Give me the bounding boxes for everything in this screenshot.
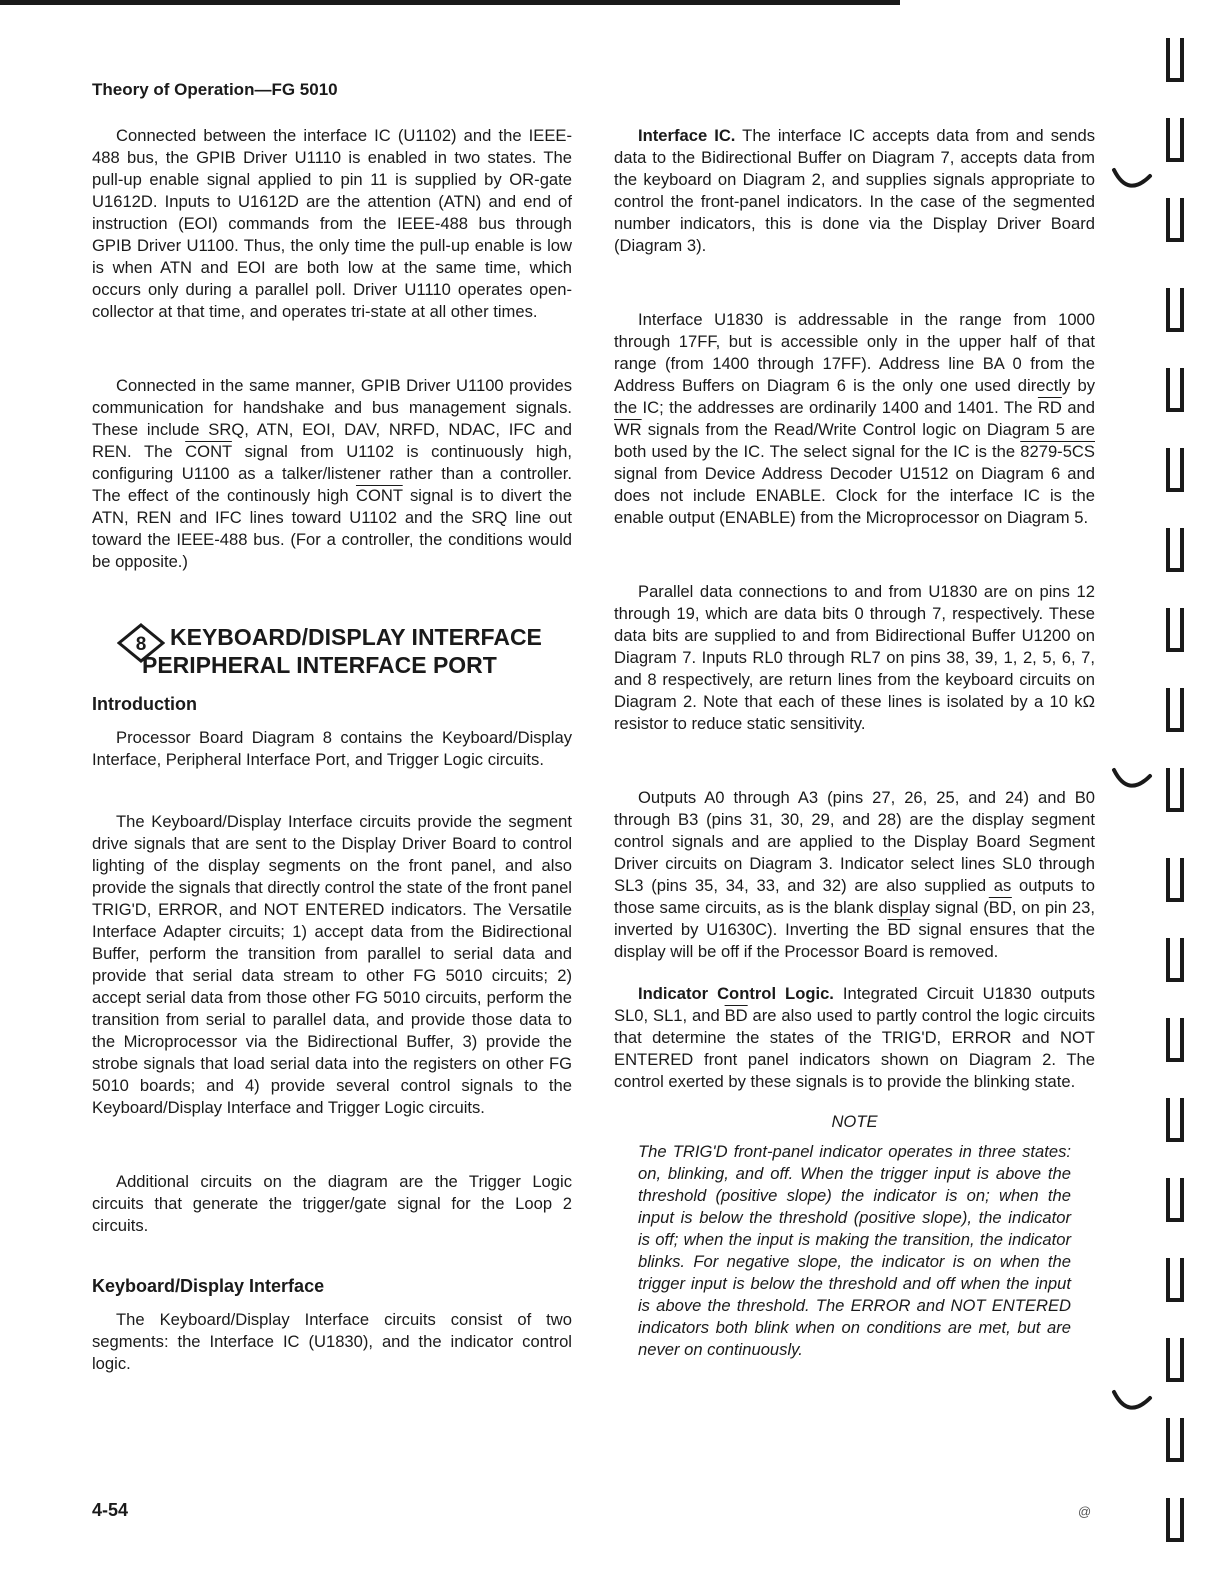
binder-bracket-mark	[1168, 610, 1182, 650]
page-number: 4-54	[92, 1500, 129, 1520]
signal-bd-overbar: $\overline{BD}$	[988, 898, 1012, 917]
binder-bracket-mark	[1168, 690, 1182, 730]
binder-bracket-mark	[1168, 290, 1182, 330]
binder-bracket-mark	[1168, 40, 1182, 80]
paragraph-two-segments: The Keyboard/Display Interface circuits consist of two segments: the Interface IC (U1830), and the indicator control logic.	[92, 1310, 572, 1373]
paragraph-gpib-driver-u1110: Connected between the interface IC (U1102) and the IEEE-488 bus, the GPIB Driver U1110 is enabled in two states. The pull-up enable signal applied to pin 11 is supplied by OR-gate U1612D. Inputs to U1612D are the attention (ATN) and end of instruction (EOI) commands from the IEEE-488 bus through GPIB Driver U1100. Thus, the only time the pull-up enable is low is when ATN and EOI are both low at the same time, which occurs only during a parallel poll. Driver U1110 operates open-collector at that time, and operates tri-state at all other times.	[92, 126, 572, 321]
binder-bracket-mark	[1168, 1260, 1182, 1300]
signal-8279-5cs-overbar: 8279-5CS	[1020, 442, 1095, 461]
section-title-line2: PERIPHERAL INTERFACE PORT	[142, 652, 497, 678]
signal-wr-overbar: $\overline{WR}$	[614, 420, 642, 439]
lead-in-interface-ic: Interface IC.	[638, 126, 736, 145]
binder-bracket-mark	[1168, 1020, 1182, 1060]
text-run: signal ensures that the display will be off if the Processor Board is removed.	[614, 920, 1096, 961]
binder-bracket-mark	[1168, 1180, 1182, 1220]
binder-bracket-mark	[1168, 450, 1182, 490]
signal-bd-overbar: $\overline{BD}$	[724, 1006, 748, 1025]
binder-bracket-mark	[1168, 530, 1182, 570]
binder-bracket-mark	[1168, 1500, 1182, 1540]
diagram-number-diamond-icon	[117, 623, 165, 663]
binder-bracket-mark	[1168, 1100, 1182, 1140]
paragraph-indicator-control-logic	[614, 983, 1095, 1093]
section-title-line1: KEYBOARD/DISPLAY INTERFACE	[170, 624, 542, 650]
text-run: The interface IC accepts data from and sends data to the Bidirectional Buffer on Diagram 7, accepts data from the keyboard on Diagram 2, and supplies signals appropriate to control the front-panel indicators. In the case of the segmented number indicators, this is done via the Display Driver Board (Diagram 3).	[614, 126, 1095, 255]
binder-bracket-mark	[1168, 860, 1182, 900]
top-rule	[0, 0, 900, 5]
paragraph-trigger-logic: Additional circuits on the diagram are the Trigger Logic circuits that generate the trigger/gate signal for the Loop 2 circuits.	[92, 1172, 572, 1235]
binder-bracket-mark	[1168, 940, 1182, 980]
paragraph-parallel-data-connections: Parallel data connections to and from U1830 are on pins 12 through 19, which are data bits 0 through 7, respectively. These data bits are supplied to and from Bidirectional Buffer U1200 on Diagram 7. Inputs RL0 through RL7 on pins 38, 39, 1, 2, 5, 6, 7, and 8 respectively, are return lines from the keyboard circuits on Diagram 2. Note that each of these lines is isolated by a 10 kΩ resistor to reduce static sensitivity.	[614, 582, 1095, 733]
subheading-keyboard-display-interface: Keyboard/Display Interface	[92, 1276, 325, 1296]
paragraph-interface-ic	[614, 125, 1095, 257]
binder-hole-curve	[1114, 1392, 1150, 1408]
text-run: Integrated Circuit U1830 outputs SL0, SL1, and	[614, 984, 1095, 1025]
note-body: The TRIG'D front-panel indicator operates in three states: on, blinking, and off. When the trigger input is above the threshold (positive slope) the indicator is on; when the input is below the threshold (positive slope), the indicator is off; when the input is making the transition, the indicator blinks. For negative slope, the indicator is on when the trigger input is below the threshold and off when the input is above the threshold. The ERROR and NOT ENTERED indicators both blink when on conditions are met, but are never on continuously.	[638, 1142, 1071, 1359]
paragraph-introduction: Processor Board Diagram 8 contains the Keyboard/Display Interface, Peripheral Interface Port, and Trigger Logic circuits.	[92, 728, 572, 769]
signal-bd-overbar: $\overline{BD}$	[887, 920, 911, 939]
running-head: Theory of Operation—FG 5010	[92, 80, 338, 99]
signal-cont-overbar: CONT	[185, 442, 232, 461]
right-column	[614, 125, 1095, 1361]
binder-bracket-mark	[1168, 1420, 1182, 1460]
text-run: Outputs A0 through A3 (pins 27, 26, 25, and 24) and B0 through B3 (pins 31, 30, 29, and 28) are the display segment control signals and are applied to the Display Board Segment Driver circuits on Diagram 3. Indicator select lines SL0 through SL3 (pins 35, 34, 33, and 32) are also supplied as outputs to those same circuits, as is the blank display signal (	[614, 788, 1095, 917]
text-run: signal from Device Address Decoder U1512 on Diagram 6 and does not include ENABLE. Clock for the interface IC is the enable output (ENABLE) from the Microprocessor on Diagram 5.	[614, 464, 1095, 527]
text-run: signals from the Read/Write Control logic on Diagram 5 are both used by the IC. The select signal for the IC is the	[614, 420, 1095, 461]
text-run: signal is to divert the ATN, REN and IFC lines toward U1102 and the SRQ line out toward the IEEE-488 bus. (For a controller, the conditions would be opposite.)	[92, 486, 572, 571]
binder-bracket-mark	[1168, 120, 1182, 160]
signal-cont-overbar: CONT	[355, 486, 403, 505]
footer-symbol: @	[1078, 1504, 1092, 1519]
subheading-introduction: Introduction	[92, 694, 197, 714]
binder-bracket-mark	[1168, 770, 1182, 810]
section-heading	[92, 623, 572, 679]
lead-in-indicator-control-logic: Indicator Control Logic.	[638, 984, 834, 1003]
paragraph-gpib-driver-u1100	[92, 375, 572, 573]
paragraph-display-segment-outputs	[614, 787, 1095, 963]
binder-bracket-mark	[1168, 370, 1182, 410]
diagram-number: 8	[135, 634, 147, 655]
binder-margin-marks	[1110, 0, 1213, 1574]
text-run: , on pin 23, inverted by U1630C). Inverting the	[614, 898, 1095, 939]
note-title: NOTE	[831, 1112, 878, 1131]
paragraph-keyboard-display-circuits: The Keyboard/Display Interface circuits provide the segment drive signals that are sent to the Display Driver Board to control lighting of the display segments on the front panel, and also provide the signals that directly control the state of the front panel TRIG'D, ERROR, and NOT ENTERED indicators. The Versatile Interface Adapter circuits; 1) accept data from the Bidirectional Buffer, perform the transition from parallel to serial data and provide that serial data stream to other FG 5010 circuits; 2) accept serial data from those other FG 5010 circuits, perform the transition from serial to parallel data, and provide those data to the Microprocessor via the Bidirectional Buffer, 3) provide the strobe signals that load serial data into the registers on other FG 5010 boards; and 4) provide several control signals to the Keyboard/Display Interface and Trigger Logic circuits.	[92, 812, 572, 1117]
left-column	[92, 125, 572, 1375]
text-run: Connected in the same manner, GPIB Driver U1100 provides communication for handshake and bus management signals. These include SRQ, ATN, EOI, DAV, NRFD, NDAC, IFC and REN. The	[92, 376, 572, 461]
text-run: and	[1061, 398, 1096, 417]
text-run: signal from U1102 is continuously high, configuring U1100 as a talker/listener rather than a controller. The effect of the continously high	[92, 442, 572, 505]
binder-bracket-mark	[1168, 1340, 1182, 1380]
binder-bracket-mark	[1168, 200, 1182, 240]
binder-hole-curve	[1114, 770, 1150, 786]
paragraph-interface-u1830-address	[614, 309, 1095, 529]
text-run: Interface U1830 is addressable in the range from 1000 through 17FF, but is accessible only in the upper half of that range (from 1400 through 17FF). Address line BA 0 from the Address Buffers on Diagram 6 is the only one used directly by the IC; the addresses are ordinarily 1400 and 1401. The	[614, 310, 1095, 417]
text-run: are also used to partly control the logic circuits that determine the states of the TRIG'D, ERROR and NOT ENTERED front panel indicators shown on Diagram 2. The control exerted by these signals is to provide the blinking state.	[614, 1006, 1095, 1091]
binder-hole-curve	[1114, 170, 1150, 186]
signal-rd-overbar: $\overline{RD}$	[1037, 398, 1062, 417]
